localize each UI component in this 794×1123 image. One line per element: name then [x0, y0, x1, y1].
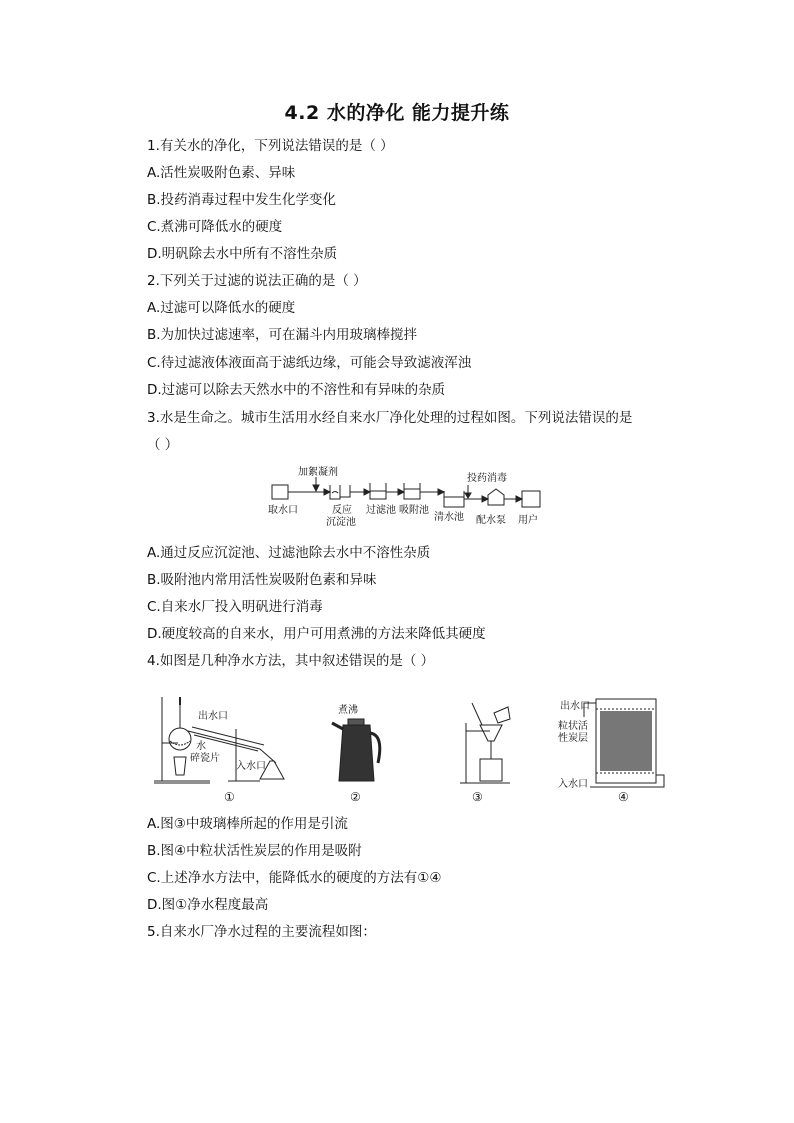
- question-4-option-a: A.图③中玻璃棒所起的作用是引流: [147, 816, 348, 832]
- purification-apparatus-figure: [150, 683, 670, 808]
- label-disinfect: 投药消毒: [467, 473, 507, 484]
- label-fig-1: ①: [224, 790, 235, 804]
- label-fig-4: ④: [618, 790, 629, 804]
- label-fig-2: ②: [350, 790, 361, 804]
- question-4-option-c: C.上述净水方法中，能降低水的硬度的方法有①④: [147, 870, 442, 886]
- question-3-stem-cont: （ ）: [147, 437, 179, 453]
- label-outlet: 出水口: [198, 711, 228, 722]
- question-4-option-b: B.图④中粒状活性炭层的作用是吸附: [147, 843, 362, 859]
- question-1-option-c: C.煮沸可降低水的硬度: [147, 219, 283, 235]
- label-inlet: 入水口: [236, 761, 266, 772]
- label-outlet-4: 出水口: [560, 701, 590, 712]
- question-4-stem: 4.如图是几种净水方法，其中叙述错误的是（ ）: [147, 653, 435, 669]
- label-intake: 取水口: [268, 505, 298, 516]
- label-water: 水: [196, 741, 206, 752]
- question-1-option-d: D.明矾除去水中所有不溶性杂质: [147, 246, 338, 262]
- label-filter: 过滤池: [366, 505, 396, 516]
- question-3-stem: 3.水是生命之。城市生活用水经自来水厂净化处理的过程如图。下列说法错误的是: [147, 410, 633, 426]
- question-2-option-b: B.为加快过滤速率，可在漏斗内用玻璃棒搅拌: [147, 327, 418, 343]
- label-reaction-2: 沉淀池: [326, 517, 356, 528]
- question-3-option-a: A.通过反应沉淀池、过滤池除去水中不溶性杂质: [147, 545, 431, 561]
- page-title: 4.2 水的净化 能力提升练: [284, 102, 510, 124]
- question-1-stem: 1.有关水的净化，下列说法错误的是（ ）: [147, 138, 394, 154]
- question-1-option-b: B.投药消毒过程中发生化学变化: [147, 192, 337, 208]
- label-boil: 煮沸: [338, 705, 358, 716]
- intake-box: [272, 485, 288, 499]
- kettle-icon: [332, 719, 380, 781]
- question-5-stem: 5.自来水厂净水过程的主要流程如图：: [147, 924, 376, 940]
- question-2-option-a: A.过滤可以降低水的硬度: [147, 300, 296, 316]
- label-carbon-2: 性炭层: [558, 733, 588, 744]
- question-2-option-c: C.待过滤液体液面高于滤纸边缘，可能会导致滤液浑浊: [147, 355, 472, 371]
- label-adsorb: 吸附池: [399, 505, 429, 516]
- label-carbon-1: 粒状活: [558, 721, 588, 732]
- label-reaction-1: 反应: [332, 505, 352, 516]
- label-user: 用户: [518, 515, 538, 526]
- carbon-filter-apparatus: [584, 699, 664, 787]
- question-3-option-d: D.硬度较高的自来水，用户可用煮沸的方法来降低其硬度: [147, 626, 486, 642]
- water-treatment-flow-diagram: [268, 463, 558, 535]
- label-clear: 清水池: [434, 512, 464, 523]
- question-2-stem: 2.下列关于过滤的说法正确的是（ ）: [147, 273, 367, 289]
- label-pump: 配水泵: [476, 515, 506, 526]
- question-3-option-b: B.吸附池内常用活性炭吸附色素和异味: [147, 572, 377, 588]
- question-2-option-d: D.过滤可以除去天然水中的不溶性和有异味的杂质: [147, 382, 446, 398]
- label-inlet-4: 入水口: [558, 779, 588, 790]
- label-fig-3: ③: [472, 790, 483, 804]
- user-box: [522, 491, 540, 507]
- label-chips: 碎瓷片: [190, 753, 220, 764]
- question-3-option-c: C.自来水厂投入明矾进行消毒: [147, 599, 323, 615]
- label-coagulant: 加絮凝剂: [298, 467, 338, 478]
- question-1-option-a: A.活性炭吸附色素、异味: [147, 165, 296, 181]
- question-4-option-d: D.图①净水程度最高: [147, 897, 269, 913]
- filtration-apparatus: [460, 703, 510, 783]
